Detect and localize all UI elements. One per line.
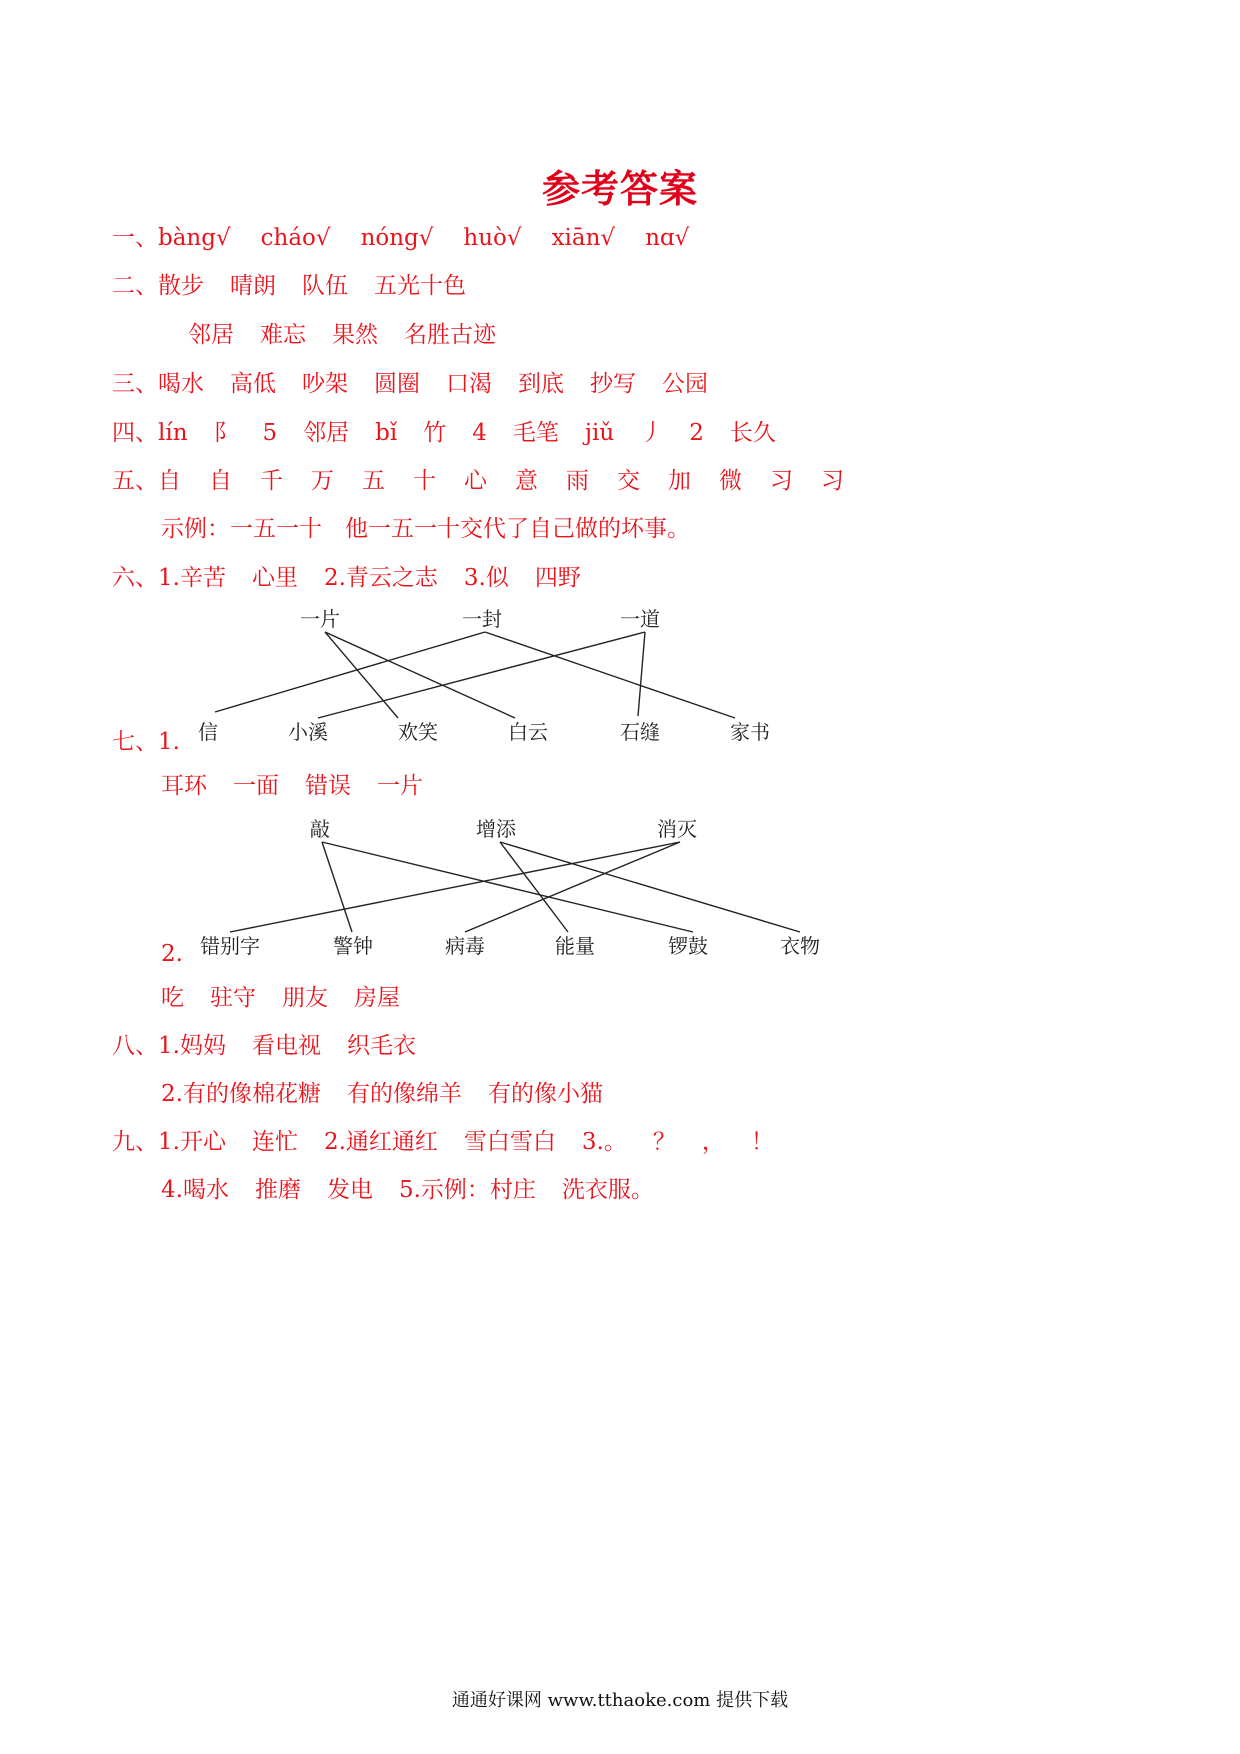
answer-item: 毛笔 [512, 420, 559, 446]
match-line [638, 632, 645, 716]
answer-4 [112, 418, 802, 448]
answer-3 [112, 369, 734, 399]
answer-item: 1.辛苦 [158, 565, 226, 591]
answer-item: 2.有的像棉花糖 [161, 1081, 321, 1107]
section-label: 二、 [112, 273, 158, 299]
answer-item: 5 [262, 420, 278, 446]
answer-9 [112, 1127, 800, 1157]
answer-item: 4.喝水 [161, 1177, 229, 1203]
answer-item: 雨 [566, 468, 589, 494]
answer-item: 口渴 [446, 371, 492, 397]
answer-item: 一片 [377, 773, 423, 799]
section-label: 一、 [112, 225, 158, 251]
answer-item: 万 [311, 468, 334, 494]
answer-2 [112, 271, 492, 301]
answer-item: 驻守 [210, 985, 256, 1011]
answer-item: 圆圈 [374, 371, 420, 397]
answer-item: 一面 [233, 773, 279, 799]
answer-item: 朋友 [282, 985, 328, 1011]
answer-item: 心里 [251, 565, 298, 591]
section-label: 八、 [112, 1033, 158, 1059]
match-line [318, 632, 645, 718]
answer-item: 有的像绵羊 [346, 1081, 462, 1107]
answer-item: 五 [362, 468, 385, 494]
answer-item: 推磨 [254, 1177, 301, 1203]
answer-7-part1 [161, 771, 449, 801]
answer-item: 看电视 [251, 1033, 321, 1059]
answer-item: 雪白雪白 [463, 1129, 556, 1155]
answer-item: 1.妈妈 [158, 1033, 226, 1059]
section-label: 三、 [112, 371, 158, 397]
answer-item: 十 [413, 468, 436, 494]
answer-item: 果然 [332, 322, 378, 348]
answer-item: nɑ√ [645, 225, 690, 251]
answer-item: nóng√ [360, 225, 434, 251]
answer-item: 微 [719, 468, 742, 494]
answer-item: 习 [821, 468, 844, 494]
answer-item: huò√ [463, 225, 522, 251]
answer-8 [112, 1031, 442, 1061]
answer-item: 3.。 [581, 1129, 627, 1155]
answer-item: 长久 [729, 420, 776, 446]
answer-item: 洗衣服。 [561, 1177, 654, 1203]
answer-8-row2 [161, 1079, 629, 1109]
answer-item: 5.示例：村庄 [398, 1177, 536, 1203]
answer-item: 2.通红通红 [323, 1129, 438, 1155]
top-word: 一片 [300, 607, 340, 631]
top-word: 一封 [462, 607, 502, 631]
answer-item: ！ [750, 1129, 774, 1155]
footer-text: 通通好课网 www.tthaoke.com 提供下载 [451, 1690, 789, 1711]
match-line [500, 842, 800, 932]
answer-item: 吵架 [302, 371, 348, 397]
section-label: 六、 [112, 565, 158, 591]
part-label: 1. [158, 729, 180, 755]
answer-item: 竹 [423, 420, 447, 446]
answer-item: cháo√ [260, 225, 331, 251]
answer-item: 发电 [326, 1177, 373, 1203]
answer-item: 心 [464, 468, 487, 494]
answer-item: bǐ [375, 420, 398, 446]
bottom-word: 白云 [508, 720, 548, 744]
bottom-word: 锣鼓 [668, 934, 708, 958]
bottom-word: 病毒 [445, 934, 485, 958]
answer-6 [112, 563, 607, 593]
part-label: 2. [161, 941, 183, 967]
answer-item: 四野 [534, 565, 581, 591]
answer-item: bàng√ [158, 225, 231, 251]
top-word: 敲 [310, 817, 330, 841]
answer-1 [112, 223, 719, 253]
match-line [230, 842, 680, 932]
answer-item: 阝 [213, 420, 237, 446]
answer-item: 喝水 [158, 371, 204, 397]
example-sentence: 示例：一五一十 他一五一十交代了自己做的坏事。 [161, 516, 690, 542]
answer-item: 加 [668, 468, 691, 494]
answer-item: 习 [770, 468, 793, 494]
answer-item: 有的像小猫 [487, 1081, 603, 1107]
answer-item: 1.开心 [158, 1129, 226, 1155]
bottom-word: 欢笑 [398, 720, 438, 744]
answer-5-example [161, 514, 716, 544]
answer-item: 到底 [518, 371, 564, 397]
answer-7-part2 [161, 983, 426, 1013]
top-word: 一道 [620, 607, 660, 631]
match-line [322, 842, 352, 932]
section-label: 七、 [112, 729, 158, 755]
bottom-word: 衣物 [780, 934, 820, 958]
top-word: 增添 [476, 817, 516, 841]
answer-item: 抄写 [590, 371, 636, 397]
answer-item: jiǔ [584, 420, 615, 446]
section-label: 九、 [112, 1129, 158, 1155]
answer-item: 交 [617, 468, 640, 494]
answer-item: 错误 [305, 773, 351, 799]
bottom-word: 家书 [730, 720, 770, 744]
answer-9-row2 [161, 1175, 680, 1205]
answer-item: 晴朗 [230, 273, 276, 299]
answer-item: 耳环 [161, 773, 207, 799]
top-word: 消灭 [657, 817, 697, 841]
answer-item: 吃 [161, 985, 184, 1011]
match-line [325, 632, 515, 718]
section-label: 五、 [112, 468, 158, 494]
answer-item: 难忘 [260, 322, 306, 348]
answer-item: 织毛衣 [346, 1033, 416, 1059]
bottom-word: 错别字 [200, 934, 260, 958]
answer-item: 自 [158, 468, 181, 494]
answer-item: 队伍 [302, 273, 348, 299]
match-line [485, 632, 735, 718]
answer-7-part2-label [161, 939, 209, 969]
answer-item: 名胜古迹 [404, 322, 496, 348]
answer-7 [112, 727, 206, 757]
answer-2-row2 [188, 320, 522, 350]
bottom-word: 能量 [555, 934, 595, 958]
answer-5 [112, 466, 872, 496]
answer-item: 2 [689, 420, 704, 446]
answer-item: 房屋 [354, 985, 400, 1011]
answer-item: ？ [652, 1129, 676, 1155]
section-label: 四、 [112, 420, 158, 446]
answer-item: 2.青云之志 [323, 565, 438, 591]
answer-item: 散步 [158, 273, 204, 299]
answer-item: 高低 [230, 371, 276, 397]
page-title: 参考答案 [541, 167, 698, 211]
match-line [325, 632, 398, 718]
answer-item: 丿 [640, 420, 664, 446]
answer-item: 邻居 [303, 420, 350, 446]
bottom-word: 小溪 [288, 720, 328, 744]
answer-item: 3.似 [463, 565, 509, 591]
answer-item: 公园 [662, 371, 708, 397]
answer-item: 千 [260, 468, 283, 494]
answer-item: xiān√ [551, 225, 616, 251]
bottom-word: 信 [198, 720, 218, 744]
bottom-word: 石缝 [620, 720, 660, 744]
answer-item: 自 [209, 468, 232, 494]
answer-item: 五光十色 [374, 273, 466, 299]
match-line [322, 842, 693, 932]
answer-item: 邻居 [188, 322, 234, 348]
answer-item: ， [701, 1129, 725, 1155]
answer-item: 意 [515, 468, 538, 494]
bottom-word: 警钟 [333, 934, 373, 958]
answer-item: 4 [472, 420, 487, 446]
answer-item: 连忙 [251, 1129, 298, 1155]
answer-item: lín [158, 420, 188, 446]
